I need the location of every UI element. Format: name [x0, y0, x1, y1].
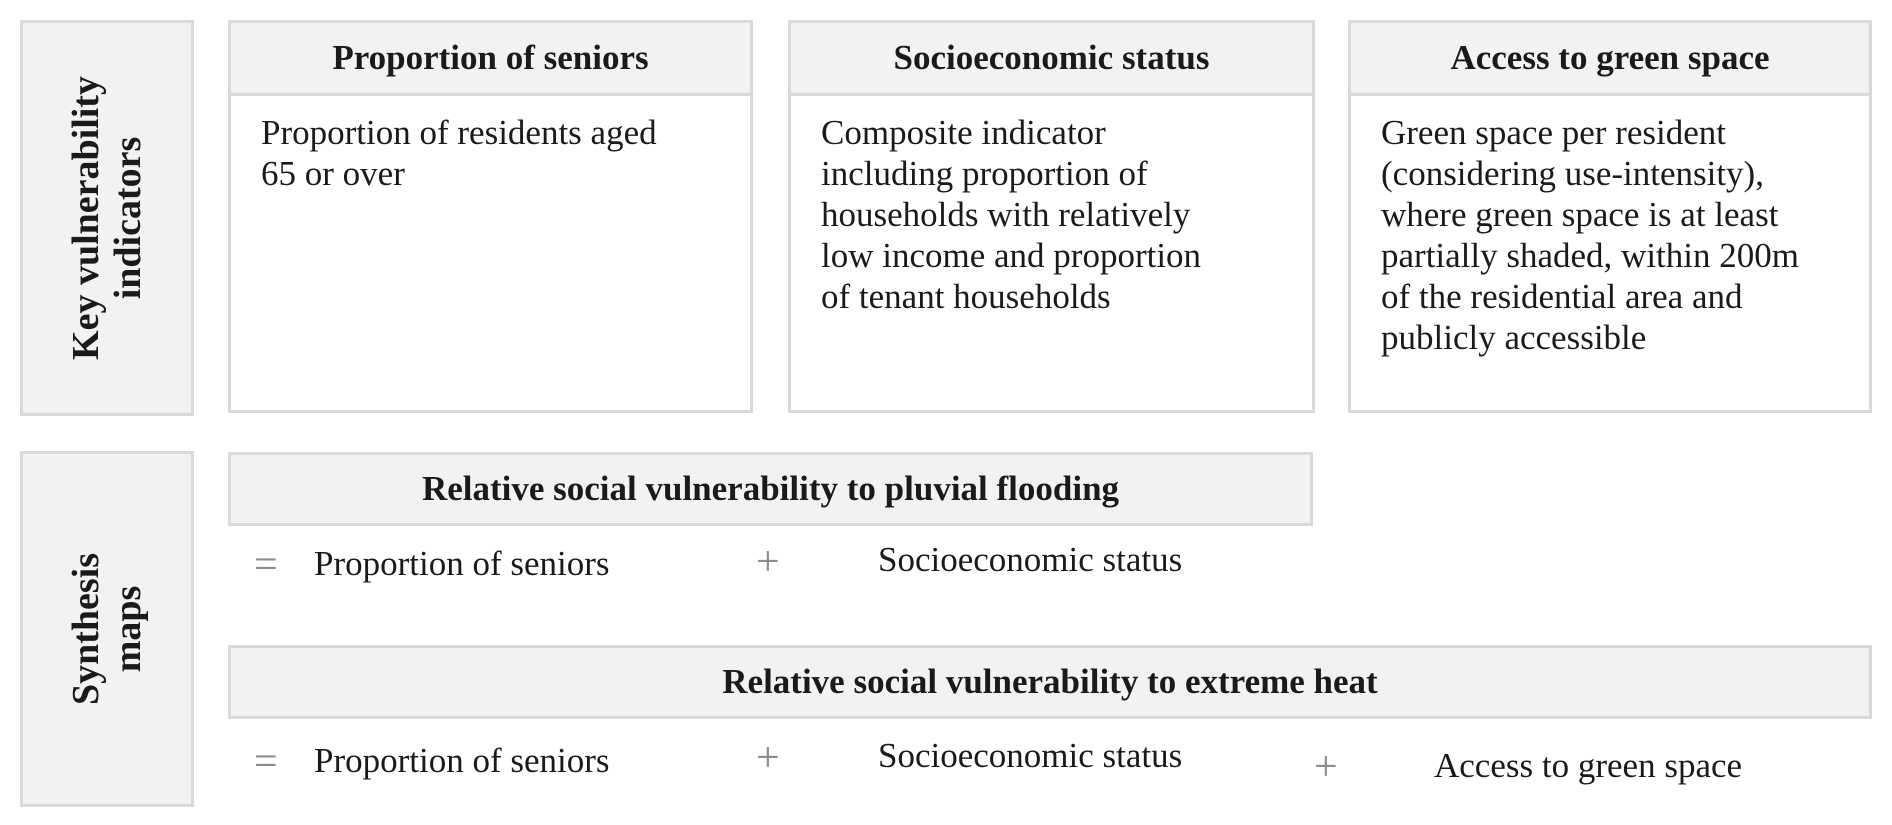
plus-sign: +	[756, 539, 780, 585]
indicators-side-panel	[20, 20, 194, 416]
synthesis-side-label: Synthesis maps	[65, 552, 149, 706]
indicator-card-seniors	[228, 20, 753, 413]
plus-sign: +	[756, 735, 780, 781]
indicator-title: Socioeconomic status	[791, 23, 1312, 96]
indicator-description: Green space per resident (considering use-intensity), where green space is at least partially shaded, within 200m of the residential area and publicly accessible	[1381, 113, 1799, 357]
equals-sign: =	[254, 739, 278, 785]
formula-term-socioeconomic: Socioeconomic status	[878, 540, 1183, 579]
formula-term-socioeconomic: Socioeconomic status	[878, 736, 1183, 775]
heat-banner: Relative social vulnerability to extreme heat	[228, 645, 1872, 719]
synthesis-side-panel	[20, 451, 194, 807]
indicator-title: Proportion of seniors	[231, 23, 750, 96]
equals-sign: =	[254, 542, 278, 588]
indicator-description: Composite indicator including proportion of households with relatively low income and proportion of tenant households	[821, 113, 1202, 316]
formula-term-seniors: Proportion of seniors	[314, 741, 610, 780]
formula-term-seniors: Proportion of seniors	[314, 544, 610, 583]
indicators-side-label: Key vulnerability indicators	[65, 76, 149, 360]
indicator-card-green-space	[1348, 20, 1872, 413]
indicator-description: Proportion of residents aged 65 or over	[261, 113, 657, 193]
plus-sign: +	[1314, 744, 1338, 790]
indicator-card-socioeconomic	[788, 20, 1315, 413]
flooding-banner: Relative social vulnerability to pluvial flooding	[228, 452, 1313, 526]
formula-term-green-space: Access to green space	[1434, 746, 1743, 785]
indicator-title: Access to green space	[1351, 23, 1869, 96]
